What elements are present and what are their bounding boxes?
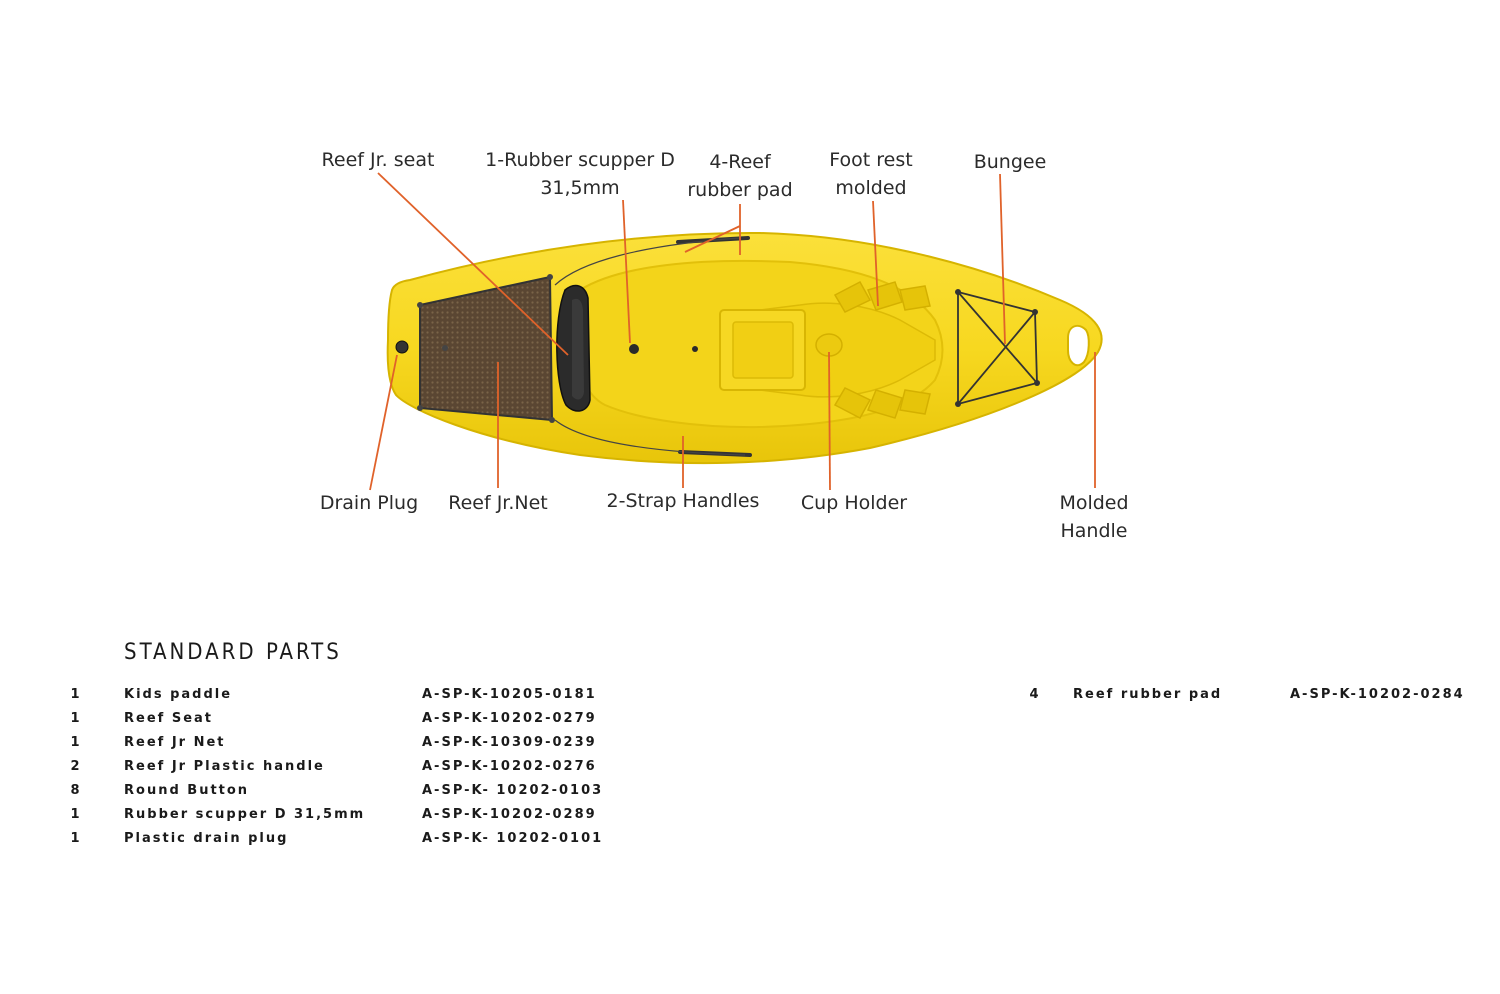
callout-strap-handles: 2-Strap Handles: [606, 490, 760, 512]
part-code: A-SP-K-10205-0181: [422, 687, 597, 702]
callout-rubber-scupper-line1: 1-Rubber scupper D: [485, 149, 675, 171]
part-qty: 1: [70, 807, 82, 822]
part-code: A-SP-K-10202-0276: [422, 759, 597, 774]
part-qty: 1: [70, 735, 82, 750]
part-code: A-SP-K- 10202-0103: [422, 783, 604, 798]
callout-cup-holder: Cup Holder: [800, 492, 908, 514]
part-code: A-SP-K-10202-0289: [422, 807, 597, 822]
part-name: Plastic drain plug: [124, 831, 289, 846]
part-qty: 1: [70, 687, 82, 702]
part-qty: 4: [1029, 687, 1041, 702]
part-code: A-SP-K- 10202-0101: [422, 831, 604, 846]
part-name: Reef Jr Plastic handle: [124, 759, 325, 774]
part-code: A-SP-K-10309-0239: [422, 735, 597, 750]
part-name: Kids paddle: [124, 687, 233, 702]
rubber-scupper: [629, 344, 639, 354]
part-qty: 1: [70, 711, 82, 726]
part-code: A-SP-K-10202-0279: [422, 711, 597, 726]
callout-reef-rubber-pad-line1: 4-Reef: [709, 151, 771, 173]
callout-reef-jr-seat: Reef Jr. seat: [321, 149, 435, 171]
standard-parts-title: STANDARD PARTS: [124, 640, 342, 665]
part-qty: 2: [70, 759, 82, 774]
part-name: Reef rubber pad: [1073, 687, 1223, 702]
callout-rubber-scupper-line2: 31,5mm: [540, 177, 620, 199]
callout-molded-handle-line2: Handle: [1060, 520, 1128, 542]
callout-drain-plug: Drain Plug: [319, 492, 419, 514]
part-code: A-SP-K-10202-0284: [1290, 687, 1465, 702]
callout-reef-jr-net: Reef Jr.Net: [448, 492, 548, 514]
callout-foot-rest: [829, 146, 912, 202]
part-name: Reef Seat: [124, 711, 213, 726]
callout-molded-handle-line1: Molded: [1059, 492, 1129, 514]
callout-foot-rest-line1: Foot rest: [829, 149, 913, 171]
callout-reef-rubber-pad-line2: rubber pad: [687, 179, 793, 201]
callout-rubber-scupper: [485, 146, 675, 202]
part-name: Reef Jr Net: [124, 735, 226, 750]
callout-foot-rest-line2: molded: [835, 177, 907, 199]
callout-reef-rubber-pad: [687, 148, 792, 204]
part-qty: 8: [70, 783, 82, 798]
molded-handle: [1068, 326, 1089, 365]
part-name: Rubber scupper D 31,5mm: [124, 807, 366, 822]
callout-bungee: Bungee: [973, 151, 1047, 173]
drain-plug: [396, 341, 408, 353]
part-name: Round Button: [124, 783, 250, 798]
callout-molded-handle: [1059, 489, 1128, 545]
part-qty: 1: [70, 831, 82, 846]
